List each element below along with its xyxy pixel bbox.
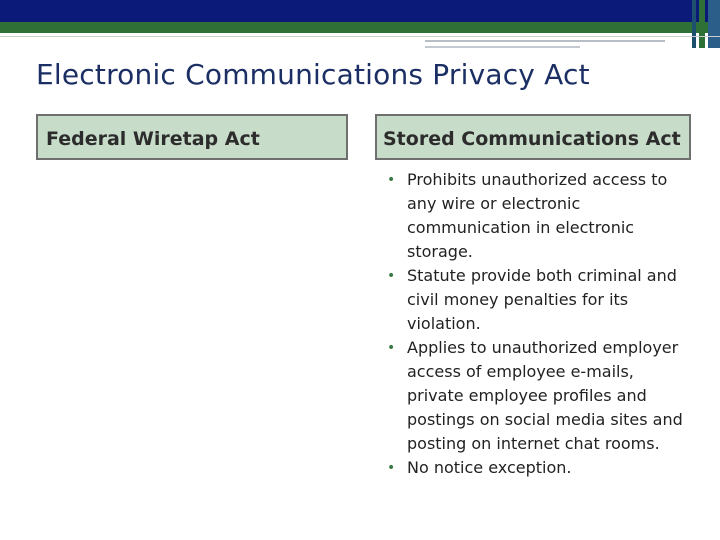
divider-line: [0, 36, 720, 37]
bullet-text: Prohibits unauthorized access to any wire or electronic communication in electronic storage.: [407, 170, 668, 261]
bullet-text: Statute provide both criminal and civil money penalties for its violation.: [407, 266, 677, 333]
divider-line: [425, 46, 580, 48]
bullet-text: Applies to unauthorized employer access of employee e-mails, private employee profiles and postings on social media sites and posting on internet chat rooms.: [407, 338, 683, 453]
list-item: [385, 456, 695, 480]
bullet-icon: •: [387, 268, 396, 284]
accent-stripe: [0, 22, 720, 33]
bullet-text: No notice exception.: [407, 458, 572, 477]
list-item: [385, 264, 695, 336]
bullet-icon: •: [387, 460, 396, 476]
left-header-label: Federal Wiretap Act: [46, 128, 260, 150]
bullet-icon: •: [387, 172, 396, 188]
list-item: [385, 168, 695, 264]
top-banner: [0, 0, 720, 22]
right-column-header: [375, 114, 691, 160]
list-item: [385, 336, 695, 456]
bullet-list: [385, 168, 695, 480]
slide-title: Electronic Communications Privacy Act: [36, 58, 590, 91]
bullet-icon: •: [387, 340, 396, 356]
left-column-header: [36, 114, 348, 160]
right-header-label: Stored Communications Act: [383, 128, 681, 150]
divider-line: [425, 40, 665, 42]
corner-decoration: [692, 0, 720, 48]
